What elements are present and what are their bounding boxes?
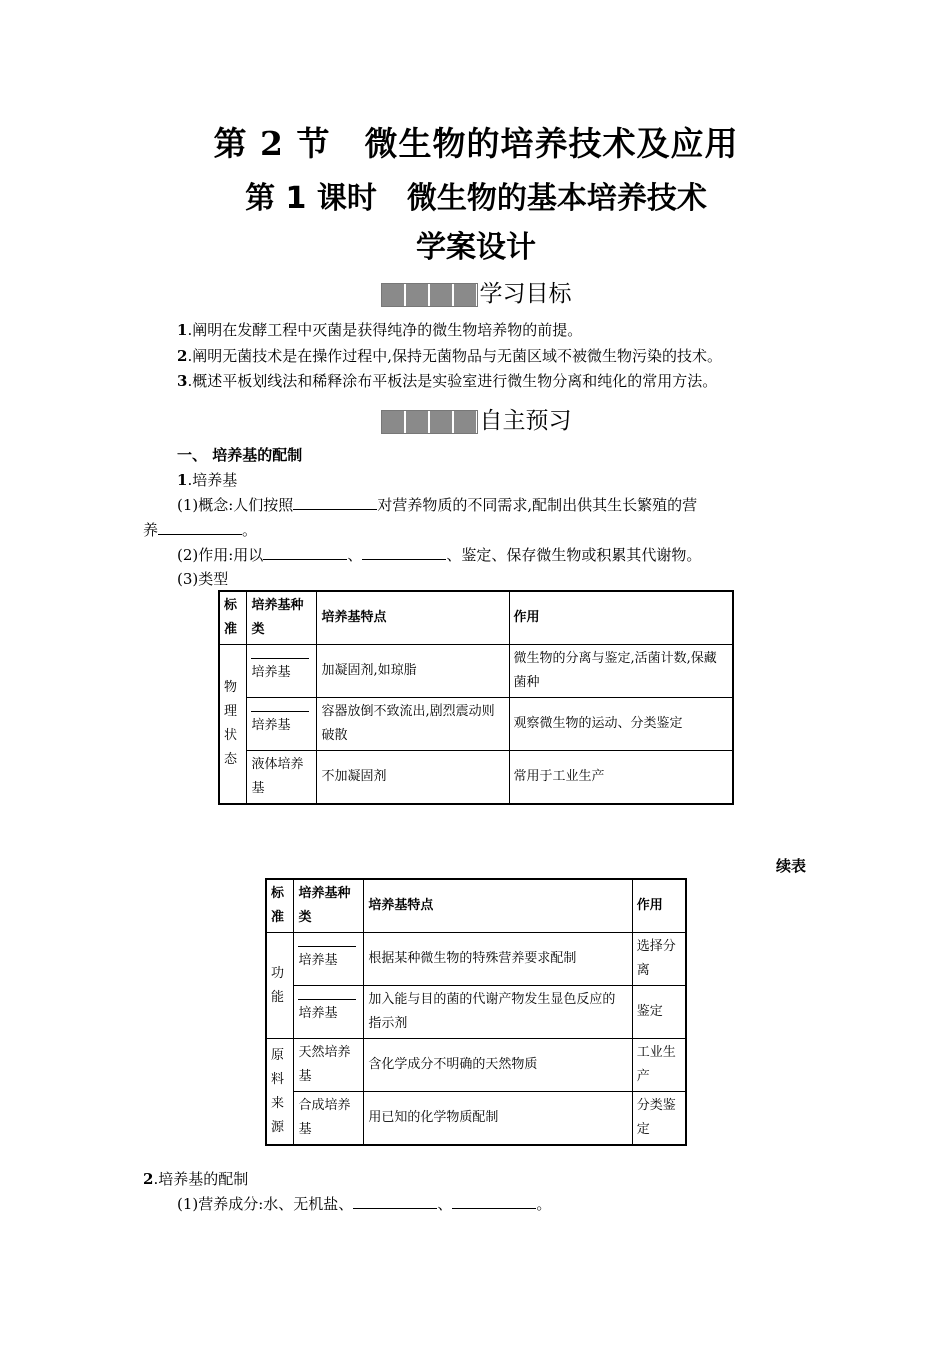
table-row	[266, 1092, 686, 1146]
fill-blank[interactable]	[298, 946, 356, 947]
fill-blank[interactable]	[158, 519, 242, 535]
col-header: 培养基特点	[317, 591, 509, 645]
col-header: 培养基种类	[247, 591, 317, 645]
section-marker-icon	[381, 410, 478, 434]
col-header: 培养基特点	[364, 879, 632, 933]
goal-item-2: 2.阐明无菌技术是在操作过程中,保持无菌物品与无菌区域不被微生物污染的技术。	[177, 347, 722, 365]
feature-cell: 用已知的化学物质配制	[364, 1092, 632, 1146]
feature-cell: 容器放倒不致流出,剧烈震动则破散	[317, 698, 509, 751]
doc-type-title: 学案设计	[416, 230, 536, 265]
medium-types-table-continued	[265, 878, 687, 1146]
nutrient-line: (1)营养成分:水、无机盐、 、 。	[177, 1195, 552, 1213]
kind-cell: 培养基	[294, 986, 364, 1039]
fill-blank[interactable]	[251, 711, 309, 712]
use-cell: 微生物的分离与鉴定,活菌计数,保藏菌种	[509, 645, 733, 698]
use-cell: 鉴定	[632, 986, 686, 1039]
section-marker-icon	[381, 283, 478, 307]
fill-blank[interactable]	[293, 494, 377, 510]
fill-blank[interactable]	[263, 544, 347, 560]
use-cell: 常用于工业生产	[509, 751, 733, 805]
table-header-row	[266, 879, 686, 933]
group-cell: 功能	[266, 933, 294, 1039]
use-cell: 分类鉴定	[632, 1092, 686, 1146]
goal-item-1: 1.阐明在发酵工程中灭菌是获得纯净的微生物培养物的前提。	[177, 321, 583, 339]
group-cell: 原料来源	[266, 1039, 294, 1146]
kind-cell: 培养基	[247, 698, 317, 751]
fill-blank[interactable]	[298, 999, 356, 1000]
table-row	[266, 986, 686, 1039]
table-header-row	[219, 591, 733, 645]
col-header: 作用	[509, 591, 733, 645]
use-cell: 工业生产	[632, 1039, 686, 1092]
concept-line-cont: 养 。	[143, 521, 258, 539]
feature-cell: 根据某种微生物的特殊营养要求配制	[364, 933, 632, 986]
col-header: 标准	[219, 591, 247, 645]
medium-types-table	[218, 590, 734, 805]
feature-cell: 加凝固剂,如琼脂	[317, 645, 509, 698]
section-title-preview: 自主预习	[479, 408, 572, 434]
fill-blank[interactable]	[452, 1193, 536, 1209]
lesson-subtitle: 第 1 课时 微生物的基本培养技术	[245, 181, 707, 216]
table-row	[219, 698, 733, 751]
kind-cell: 天然培养基	[294, 1039, 364, 1092]
fill-blank[interactable]	[362, 544, 446, 560]
concept-line: (1)概念:人们按照 对营养物质的不同需求,配制出供其生长繁殖的营	[177, 496, 698, 514]
table-row	[266, 1039, 686, 1092]
section-header-preview	[0, 402, 952, 435]
section-title-goals: 学习目标	[479, 281, 572, 307]
types-label: (3)类型	[177, 570, 229, 588]
item-2-heading: 2.培养基的配制	[143, 1170, 249, 1188]
feature-cell: 加入能与目的菌的代谢产物发生显色反应的指示剂	[364, 986, 632, 1039]
use-cell: 选择分离	[632, 933, 686, 986]
feature-cell: 含化学成分不明确的天然物质	[364, 1039, 632, 1092]
col-header: 标准	[266, 879, 294, 933]
item-1-heading: 1.培养基	[177, 471, 238, 489]
kind-cell: 培养基	[294, 933, 364, 986]
use-cell: 观察微生物的运动、分类鉴定	[509, 698, 733, 751]
part-heading: 一、 培养基的配制	[177, 446, 303, 464]
table-row	[219, 645, 733, 698]
continued-label: 续表	[776, 857, 807, 875]
fill-blank[interactable]	[251, 658, 309, 659]
fill-blank[interactable]	[353, 1193, 437, 1209]
table-row	[219, 751, 733, 805]
kind-cell: 培养基	[247, 645, 317, 698]
col-header: 作用	[632, 879, 686, 933]
section-header-goals	[0, 275, 952, 308]
kind-cell: 液体培养基	[247, 751, 317, 805]
lesson-title: 第 2 节 微生物的培养技术及应用	[213, 124, 739, 163]
group-cell: 物理状态	[219, 645, 247, 805]
goal-item-3: 3.概述平板划线法和稀释涂布平板法是实验室进行微生物分离和纯化的常用方法。	[177, 372, 718, 390]
col-header: 培养基种类	[294, 879, 364, 933]
table-row	[266, 933, 686, 986]
feature-cell: 不加凝固剂	[317, 751, 509, 805]
use-line: (2)作用:用以 、 、鉴定、保存微生物或积累其代谢物。	[177, 546, 702, 564]
kind-cell: 合成培养基	[294, 1092, 364, 1146]
